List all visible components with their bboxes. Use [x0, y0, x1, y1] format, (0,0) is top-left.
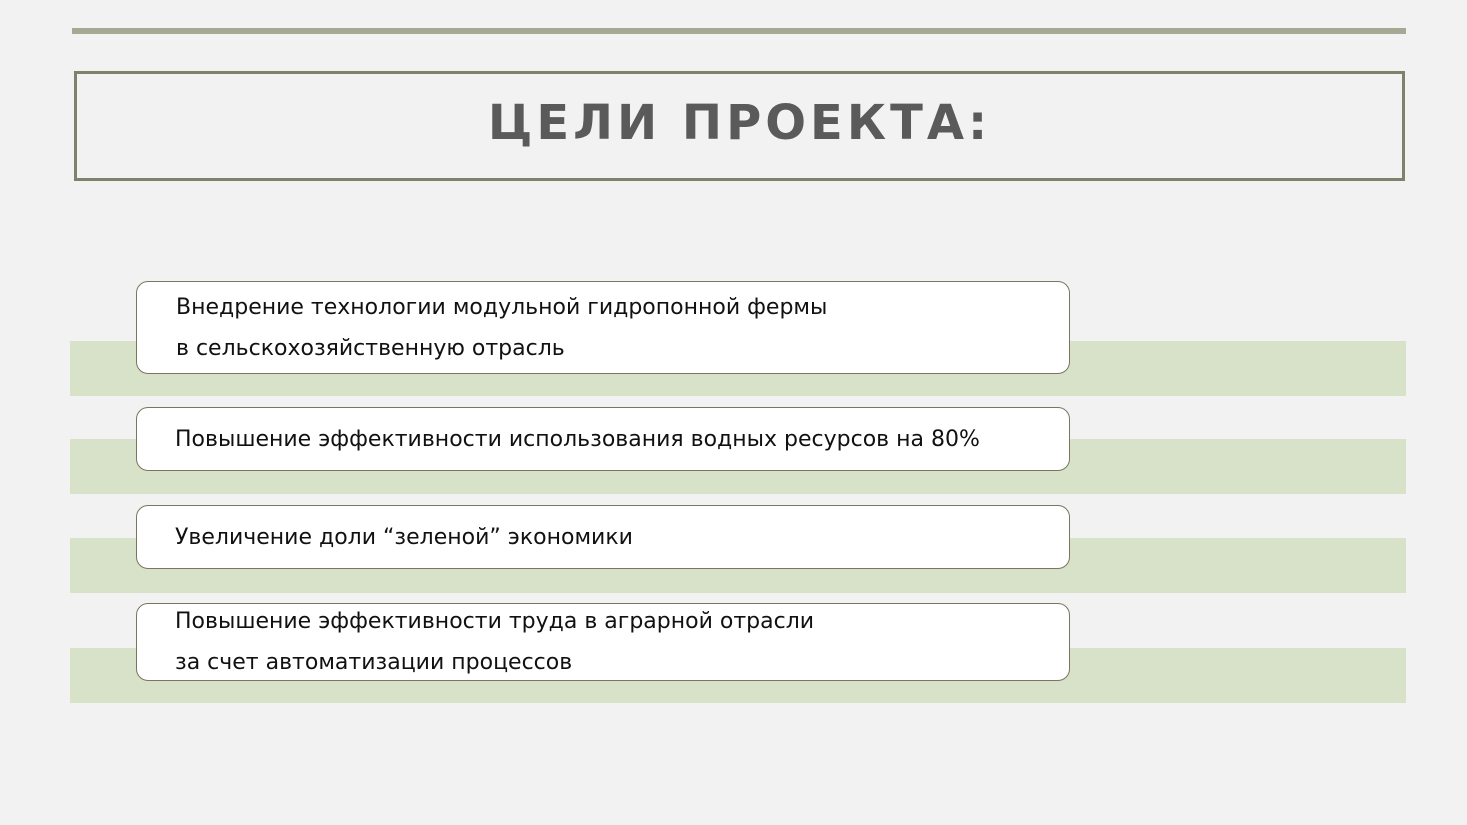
goal-item-1	[136, 281, 1070, 374]
goal-2-line-1: Повышение эффективности использования водных ресурсов на 80%	[175, 426, 980, 452]
goal-item-2	[136, 407, 1070, 471]
goal-1-line-1: Внедрение технологии модульной гидропонной фермы	[176, 294, 828, 320]
title-frame	[74, 71, 1405, 181]
goal-4-line-2: за счет автоматизации процессов	[175, 650, 573, 675]
goal-item-3	[136, 505, 1070, 569]
goal-1-line-2: в сельскохозяйственную отрасль	[176, 335, 565, 361]
top-rule	[72, 28, 1406, 34]
slide-title: ЦЕЛИ ПРОЕКТА:	[487, 95, 992, 151]
goal-4-line-1: Повышение эффективности труда в аграрной отрасли	[175, 609, 815, 634]
goal-item-4	[136, 603, 1070, 681]
goal-3-line-1: Увеличение доли “зеленой” экономики	[175, 524, 633, 550]
